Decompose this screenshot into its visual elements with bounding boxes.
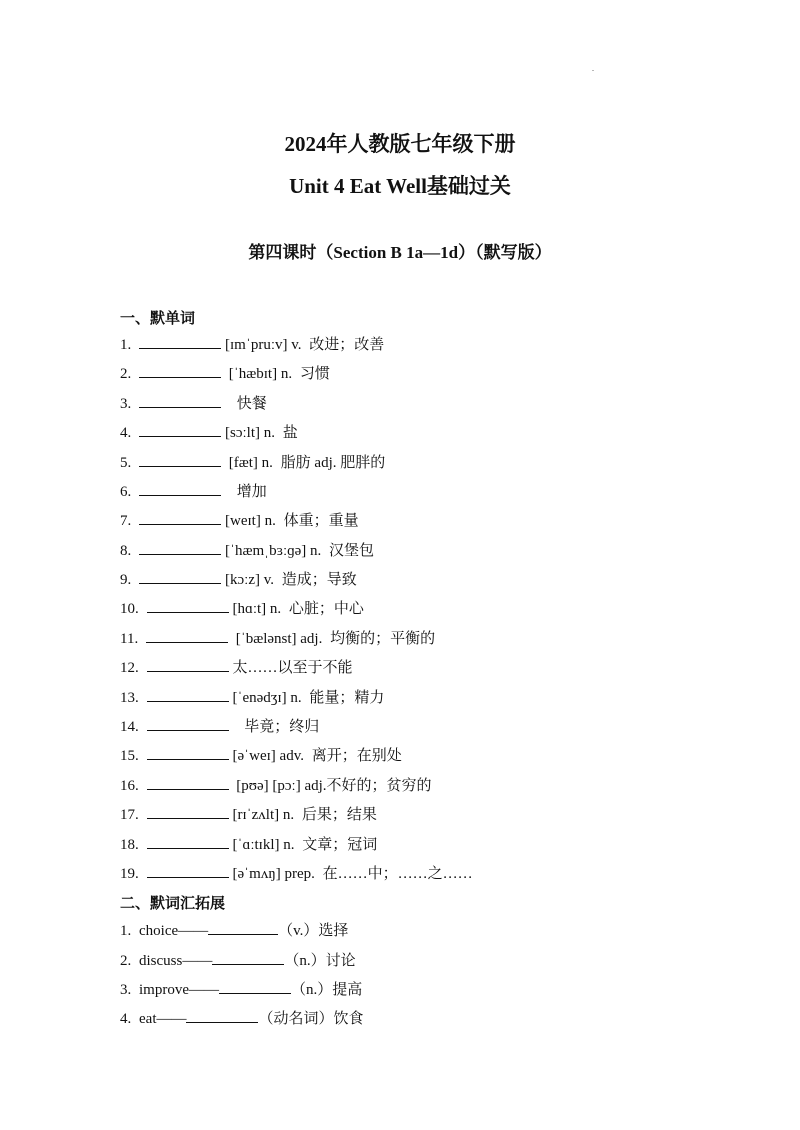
lesson-subtitle: 第四课时（Section B 1a—1d）（默写版）	[248, 243, 552, 262]
word-item	[120, 745, 402, 766]
phonetic: [kɔːz] v.	[225, 572, 274, 588]
answer-blank[interactable]	[212, 950, 284, 965]
word-item	[120, 393, 267, 414]
phonetic: [ˈenədʒɪ] n.	[232, 690, 302, 706]
meaning: 造成；导致	[281, 572, 357, 588]
phonetic: [fæt] n.	[225, 455, 273, 471]
phonetic: [ˈhæmˌbɜːɡə] n.	[225, 543, 322, 559]
meaning: 改进；改善	[309, 337, 385, 353]
document-title: 2024年人教版七年级下册	[284, 132, 516, 156]
word-item	[120, 716, 319, 737]
answer-blank[interactable]	[139, 363, 221, 378]
answer-blank[interactable]	[139, 481, 221, 496]
meaning: 汉堡包	[329, 543, 375, 559]
corner-mark: .	[592, 64, 594, 73]
phonetic: [ˈbælənst] adj.	[231, 631, 323, 647]
expansion-item	[120, 920, 348, 941]
phonetic: [əˈweɪ] adv.	[232, 748, 304, 764]
answer-blank[interactable]	[147, 598, 229, 613]
section-heading-words: 一、默单词	[120, 311, 196, 327]
base-word: eat——	[139, 1011, 187, 1027]
section-heading-vocab-expansion: 二、默词汇拓展	[120, 896, 226, 912]
word-item	[120, 863, 473, 884]
answer-blank[interactable]	[147, 716, 229, 731]
hint: （n.）讨论	[284, 953, 356, 969]
word-item	[120, 687, 384, 708]
meaning: 太……以至于不能	[232, 660, 353, 676]
base-word: discuss——	[139, 953, 213, 969]
answer-blank[interactable]	[208, 920, 278, 935]
word-item	[120, 598, 364, 619]
item-number: 4.	[120, 425, 132, 441]
answer-blank[interactable]	[147, 834, 229, 849]
meaning: 后果；结果	[301, 807, 377, 823]
answer-blank[interactable]	[139, 569, 221, 584]
answer-blank[interactable]	[147, 745, 229, 760]
item-number: 14.	[120, 719, 139, 735]
item-number: 5.	[120, 455, 132, 471]
item-number: 9.	[120, 572, 132, 588]
answer-blank[interactable]	[219, 979, 291, 994]
meaning: 心脏；中心	[288, 601, 364, 617]
phonetic: [sɔːlt] n.	[225, 425, 275, 441]
answer-blank[interactable]	[147, 863, 229, 878]
phonetic: [rɪˈzʌlt] n.	[232, 807, 295, 823]
phonetic: [ˈhæbɪt] n.	[225, 366, 293, 382]
word-item	[120, 569, 357, 590]
meaning: 盐	[282, 425, 298, 441]
hint: （v.）选择	[278, 923, 349, 939]
item-number: 16.	[120, 778, 139, 794]
answer-blank[interactable]	[186, 1008, 258, 1023]
meaning: 脂肪 adj. 肥胖的	[280, 455, 386, 471]
word-item	[120, 775, 432, 796]
meaning: 毕竟；终归	[244, 719, 320, 735]
word-item	[120, 452, 385, 473]
answer-blank[interactable]	[139, 422, 221, 437]
item-number: 6.	[120, 484, 132, 500]
word-item	[120, 334, 384, 355]
base-word: choice——	[139, 923, 209, 939]
answer-blank[interactable]	[139, 540, 221, 555]
phonetic: [pʊə] [pɔː] adj.	[232, 778, 327, 794]
meaning: 均衡的；平衡的	[330, 631, 436, 647]
expansion-item	[120, 1008, 364, 1029]
item-number: 1.	[120, 337, 132, 353]
word-item	[120, 363, 330, 384]
phonetic: [hɑːt] n.	[232, 601, 282, 617]
item-number: 7.	[120, 513, 132, 529]
item-number: 15.	[120, 748, 139, 764]
word-item	[120, 510, 359, 531]
item-number: 13.	[120, 690, 139, 706]
phonetic: [weɪt] n.	[225, 513, 276, 529]
item-number: 2.	[120, 953, 132, 969]
word-item	[120, 804, 377, 825]
answer-blank[interactable]	[139, 510, 221, 525]
meaning: 离开；在别处	[311, 748, 402, 764]
meaning: 体重；重量	[283, 513, 359, 529]
hint: （n.）提高	[291, 982, 363, 998]
item-number: 1.	[120, 923, 132, 939]
word-item	[120, 628, 435, 649]
item-number: 3.	[120, 982, 132, 998]
meaning: 快餐	[236, 396, 267, 412]
hint: （动名词）饮食	[258, 1011, 364, 1027]
item-number: 19.	[120, 866, 139, 882]
answer-blank[interactable]	[139, 334, 221, 349]
phonetic: [ˈɑːtɪkl] n.	[232, 837, 295, 853]
item-number: 4.	[120, 1011, 132, 1027]
answer-blank[interactable]	[147, 687, 229, 702]
item-number: 8.	[120, 543, 132, 559]
document-unit-title: Unit 4 Eat Well基础过关	[289, 174, 511, 198]
base-word: improve——	[139, 982, 219, 998]
meaning: 文章；冠词	[302, 837, 378, 853]
phonetic: [ɪmˈpruːv] v.	[225, 337, 302, 353]
item-number: 12.	[120, 660, 139, 676]
meaning: 增加	[236, 484, 267, 500]
word-item	[120, 540, 374, 561]
meaning: 在……中；……之……	[322, 866, 473, 882]
phonetic: [əˈmʌŋ] prep.	[232, 866, 315, 882]
answer-blank[interactable]	[147, 804, 229, 819]
item-number: 3.	[120, 396, 132, 412]
answer-blank[interactable]	[146, 628, 228, 643]
item-number: 17.	[120, 807, 139, 823]
item-number: 18.	[120, 837, 139, 853]
item-number: 10.	[120, 601, 139, 617]
answer-blank[interactable]	[139, 452, 221, 467]
answer-blank[interactable]	[147, 775, 229, 790]
word-item	[120, 834, 377, 855]
expansion-item	[120, 950, 356, 971]
word-item	[120, 657, 353, 678]
answer-blank[interactable]	[139, 393, 221, 408]
item-number: 2.	[120, 366, 132, 382]
meaning: 不好的；贫穷的	[326, 778, 432, 794]
expansion-item	[120, 979, 362, 1000]
meaning: 习惯	[299, 366, 330, 382]
item-number: 11.	[120, 631, 139, 647]
answer-blank[interactable]	[147, 657, 229, 672]
word-item	[120, 481, 267, 502]
meaning: 能量；精力	[309, 690, 385, 706]
word-item	[120, 422, 298, 443]
